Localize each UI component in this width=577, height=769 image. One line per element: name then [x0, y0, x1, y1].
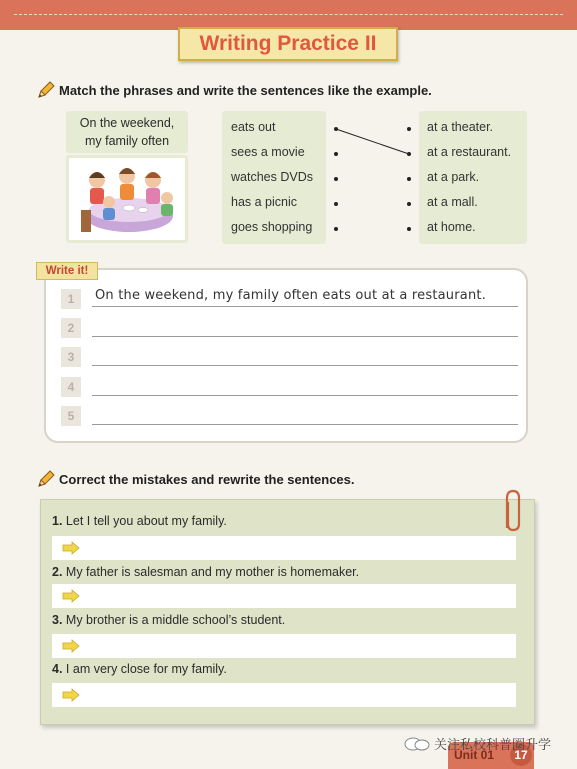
left-phrase: goes shopping — [231, 220, 313, 234]
right-phrase: at a restaurant. — [427, 145, 512, 159]
left-phrase: watches DVDs — [231, 170, 313, 184]
left-phrase: eats out — [231, 120, 276, 134]
right-phrase: at home. — [427, 220, 476, 234]
right-phrase: at a park. — [427, 170, 480, 184]
mistake-sentence: 4. I am very close for my family. — [52, 662, 227, 676]
section2-instruction: Correct the mistakes and rewrite the sentences. — [36, 469, 355, 489]
arrow-right-icon — [62, 688, 80, 702]
right-phrase: at a theater. — [427, 120, 494, 134]
writing-line[interactable] — [92, 365, 518, 366]
mistake-sentence: 1. Let I tell you about my family. — [52, 514, 227, 528]
arrow-right-icon — [62, 589, 80, 603]
line-number: 4 — [61, 377, 81, 397]
line-number: 2 — [61, 318, 81, 338]
example-phrase-box: On the weekend, my family often — [66, 111, 188, 153]
unit-label: Unit 01 — [454, 748, 495, 762]
section1-instruction: Match the phrases and write the sentences like the example. — [36, 80, 432, 100]
page-number: 17 — [510, 744, 532, 766]
page-title: Writing Practice II — [199, 32, 377, 55]
chat-bubbles-icon — [404, 736, 430, 752]
paperclip-icon — [500, 488, 524, 534]
mistake-sentence: 3. My brother is a middle school’s student. — [52, 613, 286, 627]
answer-field[interactable] — [52, 634, 516, 658]
arrow-right-icon — [62, 541, 80, 555]
line-number: 3 — [61, 347, 81, 367]
right-phrase: at a mall. — [427, 195, 478, 209]
answer-field[interactable] — [52, 584, 516, 608]
line-number: 5 — [61, 406, 81, 426]
writing-line[interactable] — [92, 395, 518, 396]
mistake-sentence: 2. My father is salesman and my mother is homemaker. — [52, 565, 360, 579]
arrow-right-icon — [62, 639, 80, 653]
left-phrase: sees a movie — [231, 145, 305, 159]
writing-line[interactable] — [92, 306, 518, 307]
line-number: 1 — [61, 289, 81, 309]
writing-line[interactable] — [92, 424, 518, 425]
example-answer: On the weekend, my family often eats out at a restaurant. — [95, 288, 487, 303]
writing-line[interactable] — [92, 336, 518, 337]
write-it-tag: Write it! — [36, 262, 98, 280]
pencil-icon — [36, 469, 56, 489]
watermark: 关注私校科普圈升学 — [404, 734, 551, 753]
answer-field[interactable] — [52, 683, 516, 707]
left-phrase: has a picnic — [231, 195, 298, 209]
answer-field[interactable] — [52, 536, 516, 560]
